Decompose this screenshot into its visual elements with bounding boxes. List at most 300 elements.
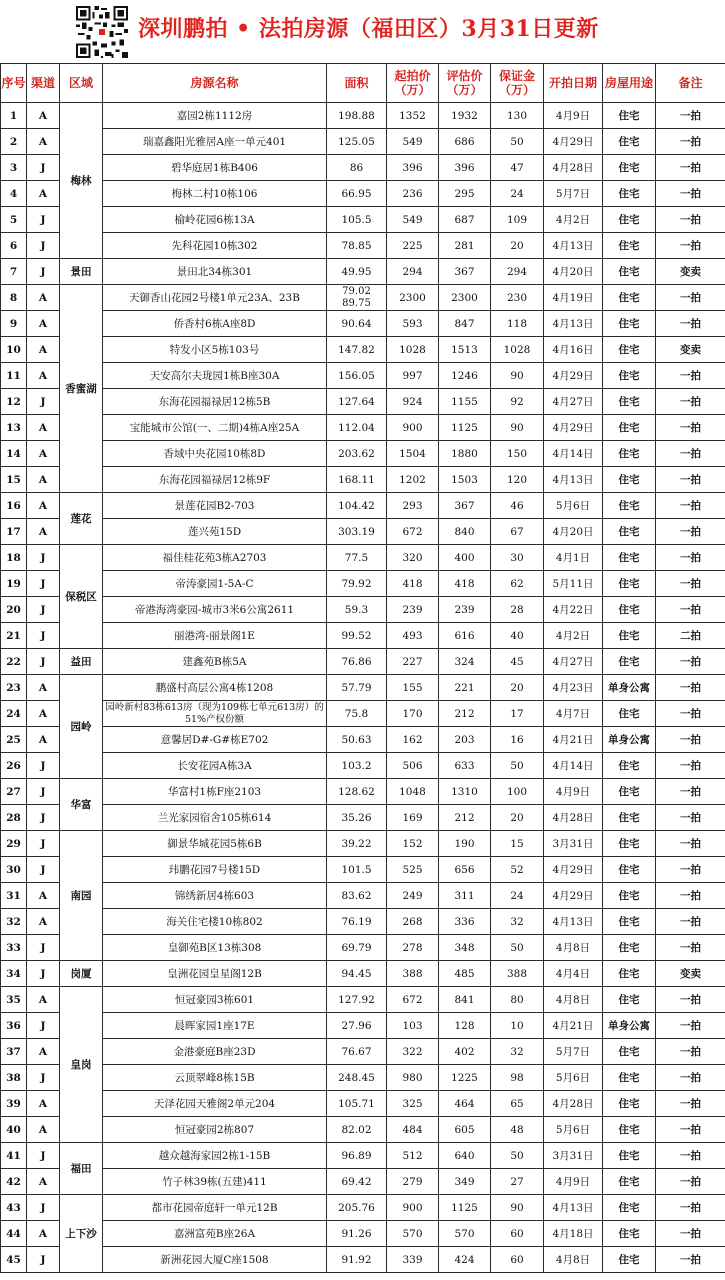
auction-date-cell: 4月14日 xyxy=(544,441,603,467)
remark-cell: 一拍 xyxy=(656,857,725,883)
property-name-cell: 晨晖家园1座17E xyxy=(103,1013,327,1039)
property-name-cell: 兰光家园宿舍105栋614 xyxy=(103,805,327,831)
channel-cell: A xyxy=(27,1221,60,1247)
property-name-cell: 宝能城市公馆(一、二期)4栋A座25A xyxy=(103,415,327,441)
deposit-cell: 1028 xyxy=(491,337,544,363)
column-header-label: 房源名称 xyxy=(190,76,239,90)
auction-date-cell: 5月6日 xyxy=(544,493,603,519)
starting-price-cell: 278 xyxy=(387,935,439,961)
auction-date-cell: 4月9日 xyxy=(544,779,603,805)
starting-price-cell: 1028 xyxy=(387,337,439,363)
auction-date-cell: 5月6日 xyxy=(544,1117,603,1143)
deposit-cell: 90 xyxy=(491,415,544,441)
starting-price-cell: 484 xyxy=(387,1117,439,1143)
table-row[interactable] xyxy=(1,1195,725,1221)
property-name-cell: 越众越海家园2栋1-15B xyxy=(103,1143,327,1169)
column-header-label: 保证金（万） xyxy=(498,69,535,97)
starting-price-cell: 170 xyxy=(387,701,439,727)
row-number: 25 xyxy=(1,727,27,753)
remark-cell: 一拍 xyxy=(656,493,725,519)
table-row[interactable] xyxy=(1,467,725,493)
property-use-cell: 住宅 xyxy=(603,1117,656,1143)
column-header xyxy=(327,64,387,103)
auction-date-cell: 5月11日 xyxy=(544,571,603,597)
auction-date-cell: 4月8日 xyxy=(544,987,603,1013)
table-row[interactable] xyxy=(1,753,725,779)
header-row xyxy=(1,64,725,103)
channel-cell: J xyxy=(27,831,60,857)
remark-cell: 变卖 xyxy=(656,961,725,987)
property-use-cell: 单身公寓 xyxy=(603,675,656,701)
table-row[interactable] xyxy=(1,441,725,467)
deposit-cell: 67 xyxy=(491,519,544,545)
area-size-cell: 79.02 89.75 xyxy=(327,285,387,311)
remark-cell: 一拍 xyxy=(656,1143,725,1169)
row-number: 36 xyxy=(1,1013,27,1039)
appraisal-price-cell: 402 xyxy=(439,1039,491,1065)
deposit-cell: 47 xyxy=(491,155,544,181)
row-number: 11 xyxy=(1,363,27,389)
channel-cell: A xyxy=(27,363,60,389)
table-row[interactable] xyxy=(1,103,725,129)
starting-price-cell: 152 xyxy=(387,831,439,857)
auction-date-cell: 4月9日 xyxy=(544,103,603,129)
area-size-cell: 128.62 xyxy=(327,779,387,805)
area-cell: 保税区 xyxy=(60,545,103,649)
table-row[interactable] xyxy=(1,805,725,831)
column-header xyxy=(439,64,491,103)
table-row[interactable] xyxy=(1,883,725,909)
column-header xyxy=(544,64,603,103)
auction-date-cell: 4月20日 xyxy=(544,519,603,545)
property-name-cell: 长安花园A栋3A xyxy=(103,753,327,779)
column-header-label: 备注 xyxy=(678,76,703,90)
appraisal-price-cell: 418 xyxy=(439,571,491,597)
area-size-cell: 76.19 xyxy=(327,909,387,935)
auction-date-cell: 4月19日 xyxy=(544,285,603,311)
table-row[interactable] xyxy=(1,623,725,649)
deposit-cell: 50 xyxy=(491,129,544,155)
header xyxy=(0,0,725,63)
appraisal-price-cell: 203 xyxy=(439,727,491,753)
appraisal-price-cell: 424 xyxy=(439,1247,491,1273)
channel-cell: J xyxy=(27,805,60,831)
row-number: 38 xyxy=(1,1065,27,1091)
property-name-cell: 恒冠豪园2栋807 xyxy=(103,1117,327,1143)
table-row[interactable] xyxy=(1,259,725,285)
table-row[interactable] xyxy=(1,701,725,727)
row-number: 31 xyxy=(1,883,27,909)
channel-cell: J xyxy=(27,1013,60,1039)
area-size-cell: 78.85 xyxy=(327,233,387,259)
appraisal-price-cell: 1932 xyxy=(439,103,491,129)
remark-cell: 一拍 xyxy=(656,207,725,233)
row-number: 4 xyxy=(1,181,27,207)
starting-price-cell: 418 xyxy=(387,571,439,597)
table-row[interactable] xyxy=(1,129,725,155)
remark-cell: 一拍 xyxy=(656,1065,725,1091)
property-use-cell: 住宅 xyxy=(603,623,656,649)
area-size-cell: 66.95 xyxy=(327,181,387,207)
auction-date-cell: 4月13日 xyxy=(544,311,603,337)
remark-cell: 一拍 xyxy=(656,1039,725,1065)
area-cell: 香蜜湖 xyxy=(60,285,103,493)
row-number: 43 xyxy=(1,1195,27,1221)
remark-cell: 一拍 xyxy=(656,129,725,155)
table-row[interactable] xyxy=(1,493,725,519)
table-row[interactable] xyxy=(1,415,725,441)
property-use-cell: 住宅 xyxy=(603,1065,656,1091)
row-number: 28 xyxy=(1,805,27,831)
property-name-cell: 帝港海湾豪园-城市3米6公寓2611 xyxy=(103,597,327,623)
column-header-label: 渠道 xyxy=(30,76,55,90)
remark-cell: 一拍 xyxy=(656,987,725,1013)
appraisal-price-cell: 2300 xyxy=(439,285,491,311)
table-row[interactable] xyxy=(1,1221,725,1247)
auction-date-cell: 4月13日 xyxy=(544,467,603,493)
starting-price-cell: 293 xyxy=(387,493,439,519)
area-size-cell: 96.89 xyxy=(327,1143,387,1169)
deposit-cell: 20 xyxy=(491,675,544,701)
area-cell: 南园 xyxy=(60,831,103,961)
area-size-cell: 76.86 xyxy=(327,649,387,675)
channel-cell: J xyxy=(27,1195,60,1221)
property-use-cell: 住宅 xyxy=(603,441,656,467)
remark-cell: 一拍 xyxy=(656,363,725,389)
table-row[interactable] xyxy=(1,363,725,389)
table-row[interactable] xyxy=(1,675,725,701)
starting-price-cell: 225 xyxy=(387,233,439,259)
appraisal-price-cell: 1225 xyxy=(439,1065,491,1091)
appraisal-price-cell: 281 xyxy=(439,233,491,259)
deposit-cell: 17 xyxy=(491,701,544,727)
table-row[interactable] xyxy=(1,831,725,857)
property-use-cell: 住宅 xyxy=(603,805,656,831)
table-row[interactable] xyxy=(1,935,725,961)
auction-date-cell: 4月20日 xyxy=(544,259,603,285)
area-size-cell: 205.76 xyxy=(327,1195,387,1221)
row-number: 13 xyxy=(1,415,27,441)
starting-price-cell: 570 xyxy=(387,1221,439,1247)
auction-date-cell: 4月29日 xyxy=(544,363,603,389)
auction-date-cell: 4月16日 xyxy=(544,337,603,363)
property-use-cell: 住宅 xyxy=(603,155,656,181)
auction-date-cell: 4月29日 xyxy=(544,415,603,441)
remark-cell: 一拍 xyxy=(656,831,725,857)
appraisal-price-cell: 640 xyxy=(439,1143,491,1169)
channel-cell: A xyxy=(27,1091,60,1117)
channel-cell: J xyxy=(27,155,60,181)
area-size-cell: 77.5 xyxy=(327,545,387,571)
table-row[interactable] xyxy=(1,181,725,207)
row-number: 12 xyxy=(1,389,27,415)
appraisal-price-cell: 190 xyxy=(439,831,491,857)
row-number: 21 xyxy=(1,623,27,649)
remark-cell: 一拍 xyxy=(656,1091,725,1117)
table-row[interactable] xyxy=(1,285,725,311)
auction-date-cell: 5月7日 xyxy=(544,181,603,207)
starting-price-cell: 1048 xyxy=(387,779,439,805)
channel-cell: J xyxy=(27,233,60,259)
property-name-cell: 景莲花园B2-703 xyxy=(103,493,327,519)
area-size-cell: 69.79 xyxy=(327,935,387,961)
appraisal-price-cell: 396 xyxy=(439,155,491,181)
auction-date-cell: 4月14日 xyxy=(544,753,603,779)
property-name-cell: 侨香村6栋A座8D xyxy=(103,311,327,337)
table-row[interactable] xyxy=(1,519,725,545)
property-name-cell: 园岭新村83栋613房（现为109栋七单元613房）的51%产权份额 xyxy=(103,701,327,727)
starting-price-cell: 506 xyxy=(387,753,439,779)
table-row[interactable] xyxy=(1,1169,725,1195)
property-name-cell: 恒冠豪园3栋601 xyxy=(103,987,327,1013)
auction-date-cell: 4月29日 xyxy=(544,857,603,883)
table-row[interactable] xyxy=(1,597,725,623)
property-use-cell: 住宅 xyxy=(603,779,656,805)
starting-price-cell: 980 xyxy=(387,1065,439,1091)
appraisal-price-cell: 239 xyxy=(439,597,491,623)
auction-date-cell: 4月27日 xyxy=(544,649,603,675)
auction-date-cell: 5月6日 xyxy=(544,1065,603,1091)
property-use-cell: 住宅 xyxy=(603,363,656,389)
row-number: 33 xyxy=(1,935,27,961)
table-row[interactable] xyxy=(1,779,725,805)
column-header-label: 开拍日期 xyxy=(548,76,597,90)
auction-date-cell: 4月13日 xyxy=(544,909,603,935)
starting-price-cell: 227 xyxy=(387,649,439,675)
channel-cell: A xyxy=(27,129,60,155)
qr-code-icon[interactable] xyxy=(76,6,128,58)
auction-date-cell: 4月9日 xyxy=(544,1169,603,1195)
property-use-cell: 住宅 xyxy=(603,571,656,597)
deposit-cell: 24 xyxy=(491,181,544,207)
channel-cell: J xyxy=(27,545,60,571)
row-number: 24 xyxy=(1,701,27,727)
property-name-cell: 福佳桂花苑3栋A2703 xyxy=(103,545,327,571)
remark-cell: 一拍 xyxy=(656,389,725,415)
starting-price-cell: 900 xyxy=(387,1195,439,1221)
row-number: 27 xyxy=(1,779,27,805)
property-name-cell: 竹子林39栋(五建)411 xyxy=(103,1169,327,1195)
property-name-cell: 香域中央花园10栋8D xyxy=(103,441,327,467)
area-cell: 皇岗 xyxy=(60,987,103,1143)
table-row[interactable] xyxy=(1,1039,725,1065)
table-row[interactable] xyxy=(1,649,725,675)
property-use-cell: 住宅 xyxy=(603,311,656,337)
channel-cell: J xyxy=(27,961,60,987)
row-number: 18 xyxy=(1,545,27,571)
deposit-cell: 40 xyxy=(491,623,544,649)
channel-cell: A xyxy=(27,1117,60,1143)
table-row[interactable] xyxy=(1,727,725,753)
row-number: 6 xyxy=(1,233,27,259)
property-use-cell: 住宅 xyxy=(603,233,656,259)
area-size-cell: 198.88 xyxy=(327,103,387,129)
channel-cell: J xyxy=(27,389,60,415)
appraisal-price-cell: 367 xyxy=(439,259,491,285)
remark-cell: 一拍 xyxy=(656,181,725,207)
starting-price-cell: 593 xyxy=(387,311,439,337)
property-name-cell: 金港豪庭B座23D xyxy=(103,1039,327,1065)
appraisal-price-cell: 1246 xyxy=(439,363,491,389)
deposit-cell: 50 xyxy=(491,935,544,961)
table-row[interactable] xyxy=(1,1091,725,1117)
row-number: 20 xyxy=(1,597,27,623)
table-row[interactable] xyxy=(1,233,725,259)
area-size-cell: 82.02 xyxy=(327,1117,387,1143)
channel-cell: A xyxy=(27,493,60,519)
channel-cell: A xyxy=(27,883,60,909)
deposit-cell: 32 xyxy=(491,1039,544,1065)
property-name-cell: 东海花园福禄居12栋5B xyxy=(103,389,327,415)
row-number: 14 xyxy=(1,441,27,467)
area-size-cell: 112.04 xyxy=(327,415,387,441)
area-cell: 莲花 xyxy=(60,493,103,545)
channel-cell: J xyxy=(27,259,60,285)
property-name-cell: 御景华城花园5栋6B xyxy=(103,831,327,857)
deposit-cell: 10 xyxy=(491,1013,544,1039)
area-size-cell: 127.92 xyxy=(327,987,387,1013)
deposit-cell: 294 xyxy=(491,259,544,285)
property-use-cell: 住宅 xyxy=(603,909,656,935)
area-size-cell: 105.71 xyxy=(327,1091,387,1117)
table-row[interactable] xyxy=(1,1247,725,1273)
remark-cell: 一拍 xyxy=(656,597,725,623)
starting-price-cell: 239 xyxy=(387,597,439,623)
table-row[interactable] xyxy=(1,155,725,181)
property-use-cell: 住宅 xyxy=(603,285,656,311)
table-row[interactable] xyxy=(1,1013,725,1039)
table-row[interactable] xyxy=(1,1143,725,1169)
table-row[interactable] xyxy=(1,909,725,935)
table-row[interactable] xyxy=(1,545,725,571)
table-row[interactable] xyxy=(1,389,725,415)
row-number: 26 xyxy=(1,753,27,779)
table-row[interactable] xyxy=(1,1065,725,1091)
property-name-cell: 天御香山花园2号楼1单元23A、23B xyxy=(103,285,327,311)
area-size-cell: 94.45 xyxy=(327,961,387,987)
table-row[interactable] xyxy=(1,857,725,883)
deposit-cell: 130 xyxy=(491,103,544,129)
property-use-cell: 住宅 xyxy=(603,181,656,207)
appraisal-price-cell: 840 xyxy=(439,519,491,545)
row-number: 1 xyxy=(1,103,27,129)
starting-price-cell: 325 xyxy=(387,1091,439,1117)
appraisal-price-cell: 349 xyxy=(439,1169,491,1195)
property-use-cell: 住宅 xyxy=(603,519,656,545)
property-name-cell: 都市花园帝庭轩一单元12B xyxy=(103,1195,327,1221)
property-use-cell: 单身公寓 xyxy=(603,1013,656,1039)
deposit-cell: 20 xyxy=(491,805,544,831)
property-name-cell: 景田北34栋301 xyxy=(103,259,327,285)
row-number: 17 xyxy=(1,519,27,545)
deposit-cell: 92 xyxy=(491,389,544,415)
row-number: 8 xyxy=(1,285,27,311)
row-number: 5 xyxy=(1,207,27,233)
property-name-cell: 玮鹏花园7号楼15D xyxy=(103,857,327,883)
starting-price-cell: 322 xyxy=(387,1039,439,1065)
table-row[interactable] xyxy=(1,337,725,363)
row-number: 35 xyxy=(1,987,27,1013)
column-header xyxy=(656,64,725,103)
row-number: 44 xyxy=(1,1221,27,1247)
appraisal-price-cell: 605 xyxy=(439,1117,491,1143)
property-use-cell: 住宅 xyxy=(603,597,656,623)
table-row[interactable] xyxy=(1,961,725,987)
appraisal-price-cell: 841 xyxy=(439,987,491,1013)
remark-cell: 一拍 xyxy=(656,1169,725,1195)
remark-cell: 变卖 xyxy=(656,337,725,363)
remark-cell: 一拍 xyxy=(656,545,725,571)
row-number: 30 xyxy=(1,857,27,883)
row-number: 32 xyxy=(1,909,27,935)
deposit-cell: 32 xyxy=(491,909,544,935)
channel-cell: A xyxy=(27,519,60,545)
deposit-cell: 65 xyxy=(491,1091,544,1117)
remark-cell: 一拍 xyxy=(656,1247,725,1273)
column-header-label: 评估价（万） xyxy=(446,69,483,97)
auction-date-cell: 4月28日 xyxy=(544,805,603,831)
area-size-cell: 76.67 xyxy=(327,1039,387,1065)
area-cell: 华富 xyxy=(60,779,103,831)
deposit-cell: 50 xyxy=(491,753,544,779)
property-name-cell: 丽港湾-丽景阁1E xyxy=(103,623,327,649)
auction-date-cell: 4月8日 xyxy=(544,935,603,961)
area-size-cell: 147.82 xyxy=(327,337,387,363)
table-row[interactable] xyxy=(1,987,725,1013)
table-header xyxy=(1,64,725,103)
remark-cell: 一拍 xyxy=(656,285,725,311)
starting-price-cell: 339 xyxy=(387,1247,439,1273)
deposit-cell: 24 xyxy=(491,883,544,909)
deposit-cell: 27 xyxy=(491,1169,544,1195)
table-row[interactable] xyxy=(1,571,725,597)
row-number: 15 xyxy=(1,467,27,493)
property-use-cell: 住宅 xyxy=(603,883,656,909)
table-row[interactable] xyxy=(1,207,725,233)
page-title: 深圳鹏拍 • 法拍房源（福田区）3月31日更新 xyxy=(138,16,599,42)
starting-price-cell: 236 xyxy=(387,181,439,207)
row-number: 45 xyxy=(1,1247,27,1273)
table-row[interactable] xyxy=(1,311,725,337)
property-use-cell: 住宅 xyxy=(603,649,656,675)
channel-cell: J xyxy=(27,1247,60,1273)
property-name-cell: 新洲花园大厦C座1508 xyxy=(103,1247,327,1273)
appraisal-price-cell: 686 xyxy=(439,129,491,155)
deposit-cell: 28 xyxy=(491,597,544,623)
property-use-cell: 住宅 xyxy=(603,1091,656,1117)
row-number: 39 xyxy=(1,1091,27,1117)
starting-price-cell: 512 xyxy=(387,1143,439,1169)
property-use-cell: 住宅 xyxy=(603,1195,656,1221)
property-use-cell: 住宅 xyxy=(603,987,656,1013)
channel-cell: J xyxy=(27,779,60,805)
property-name-cell: 东海花园福禄居12栋9F xyxy=(103,467,327,493)
channel-cell: A xyxy=(27,675,60,701)
property-name-cell: 皇洲花园皇星阁12B xyxy=(103,961,327,987)
remark-cell: 一拍 xyxy=(656,467,725,493)
area-size-cell: 90.64 xyxy=(327,311,387,337)
row-number: 41 xyxy=(1,1143,27,1169)
channel-cell: A xyxy=(27,337,60,363)
area-size-cell: 101.5 xyxy=(327,857,387,883)
property-use-cell: 住宅 xyxy=(603,1039,656,1065)
property-use-cell: 单身公寓 xyxy=(603,727,656,753)
deposit-cell: 60 xyxy=(491,1221,544,1247)
channel-cell: J xyxy=(27,571,60,597)
table-row[interactable] xyxy=(1,1117,725,1143)
area-size-cell: 303.19 xyxy=(327,519,387,545)
channel-cell: A xyxy=(27,909,60,935)
